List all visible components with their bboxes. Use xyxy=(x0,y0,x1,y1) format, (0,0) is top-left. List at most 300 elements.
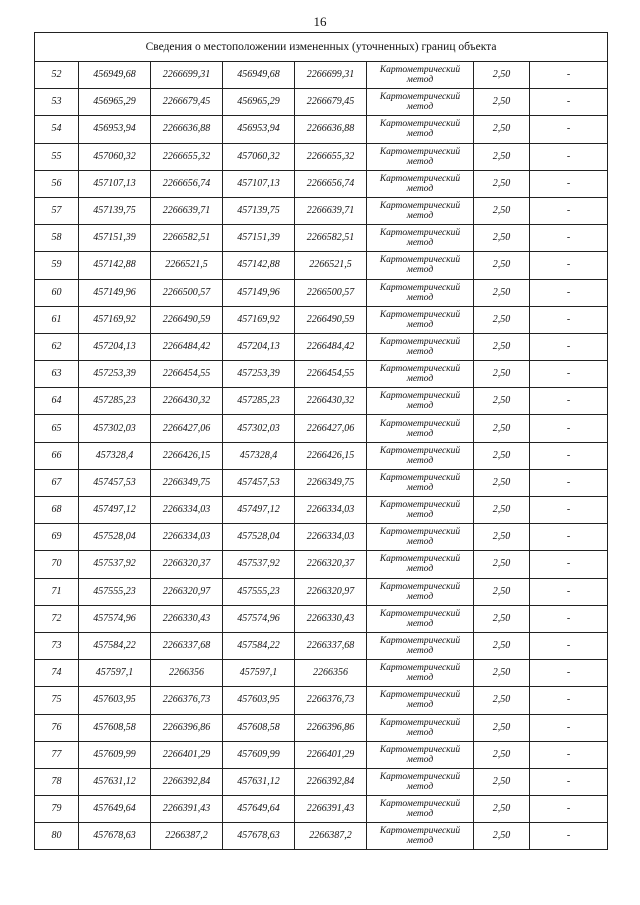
table-title: Сведения о местоположении измененных (уточненных) границ объекта xyxy=(35,33,608,62)
y-existing-cell: 2266349,75 xyxy=(151,469,223,496)
y-specified-cell: 2266356 xyxy=(295,660,367,687)
method-text: Картометрический xyxy=(379,201,461,212)
description-cell: - xyxy=(530,415,608,442)
x-specified-cell: 457149,96 xyxy=(223,279,295,306)
table-row xyxy=(35,170,608,197)
description-cell: - xyxy=(530,741,608,768)
y-existing-cell: 2266396,86 xyxy=(151,714,223,741)
method-text: Картометрический xyxy=(379,65,461,76)
method-text: Картометрический xyxy=(379,472,461,483)
method-cell xyxy=(367,524,474,551)
description-cell: - xyxy=(530,497,608,524)
accuracy-cell: 2,50 xyxy=(474,252,530,279)
x-existing-cell: 457142,88 xyxy=(79,252,151,279)
x-specified-cell: 457169,92 xyxy=(223,306,295,333)
table-row xyxy=(35,687,608,714)
accuracy-cell: 2,50 xyxy=(474,714,530,741)
x-existing-cell: 456953,94 xyxy=(79,116,151,143)
description-cell: - xyxy=(530,279,608,306)
method-text: Картометрический xyxy=(379,418,461,429)
accuracy-cell: 2,50 xyxy=(474,279,530,306)
y-existing-cell: 2266391,43 xyxy=(151,796,223,823)
method-text: Картометрический xyxy=(379,663,461,674)
accuracy-cell: 2,50 xyxy=(474,796,530,823)
x-specified-cell: 456949,68 xyxy=(223,62,295,89)
point-number-cell: 75 xyxy=(35,687,79,714)
y-existing-cell: 2266427,06 xyxy=(151,415,223,442)
x-existing-cell: 457285,23 xyxy=(79,388,151,415)
x-specified-cell: 457574,96 xyxy=(223,605,295,632)
description-cell: - xyxy=(530,388,608,415)
method-cell xyxy=(367,497,474,524)
accuracy-cell: 2,50 xyxy=(474,62,530,89)
method-cell xyxy=(367,469,474,496)
accuracy-cell: 2,50 xyxy=(474,768,530,795)
accuracy-cell: 2,50 xyxy=(474,361,530,388)
y-specified-cell: 2266427,06 xyxy=(295,415,367,442)
method-text: метод xyxy=(406,428,434,439)
y-specified-cell: 2266330,43 xyxy=(295,605,367,632)
description-cell: - xyxy=(530,551,608,578)
description-cell: - xyxy=(530,143,608,170)
table-row xyxy=(35,660,608,687)
method-cell xyxy=(367,225,474,252)
point-number-cell: 56 xyxy=(35,170,79,197)
x-existing-cell: 457555,23 xyxy=(79,578,151,605)
method-cell xyxy=(367,415,474,442)
y-existing-cell: 2266426,15 xyxy=(151,442,223,469)
method-text: метод xyxy=(406,129,434,140)
method-text: метод xyxy=(406,482,434,493)
x-specified-cell: 457555,23 xyxy=(223,578,295,605)
x-existing-cell: 457649,64 xyxy=(79,796,151,823)
description-cell: - xyxy=(530,442,608,469)
x-existing-cell: 457528,04 xyxy=(79,524,151,551)
x-existing-cell: 456949,68 xyxy=(79,62,151,89)
page-number: 16 xyxy=(313,14,327,29)
description-cell: - xyxy=(530,333,608,360)
description-cell: - xyxy=(530,89,608,116)
method-text: метод xyxy=(406,346,434,357)
x-specified-cell: 457328,4 xyxy=(223,442,295,469)
table-row xyxy=(35,415,608,442)
method-text: метод xyxy=(406,183,434,194)
x-specified-cell: 457139,75 xyxy=(223,197,295,224)
x-existing-cell: 457537,92 xyxy=(79,551,151,578)
method-text: метод xyxy=(406,564,434,575)
x-existing-cell: 456965,29 xyxy=(79,89,151,116)
method-text: Картометрический xyxy=(379,228,461,239)
method-text: метод xyxy=(406,537,434,548)
x-specified-cell: 457631,12 xyxy=(223,768,295,795)
x-specified-cell: 457609,99 xyxy=(223,741,295,768)
point-number-cell: 70 xyxy=(35,551,79,578)
table-row xyxy=(35,605,608,632)
x-existing-cell: 457060,32 xyxy=(79,143,151,170)
point-number-cell: 52 xyxy=(35,62,79,89)
description-cell: - xyxy=(530,252,608,279)
boundary-coordinates-table xyxy=(34,32,608,850)
method-text: Картометрический xyxy=(379,581,461,592)
y-specified-cell: 2266401,29 xyxy=(295,741,367,768)
description-cell: - xyxy=(530,197,608,224)
y-existing-cell: 2266320,97 xyxy=(151,578,223,605)
y-specified-cell: 2266334,03 xyxy=(295,524,367,551)
x-specified-cell: 457107,13 xyxy=(223,170,295,197)
y-existing-cell: 2266639,71 xyxy=(151,197,223,224)
method-text: метод xyxy=(406,781,434,792)
point-number-cell: 69 xyxy=(35,524,79,551)
table-row xyxy=(35,333,608,360)
accuracy-cell: 2,50 xyxy=(474,89,530,116)
x-existing-cell: 457584,22 xyxy=(79,632,151,659)
method-cell xyxy=(367,823,474,850)
accuracy-cell: 2,50 xyxy=(474,551,530,578)
y-specified-cell: 2266490,59 xyxy=(295,306,367,333)
point-number-cell: 61 xyxy=(35,306,79,333)
x-specified-cell: 456965,29 xyxy=(223,89,295,116)
y-specified-cell: 2266349,75 xyxy=(295,469,367,496)
accuracy-cell: 2,50 xyxy=(474,741,530,768)
point-number-cell: 77 xyxy=(35,741,79,768)
accuracy-cell: 2,50 xyxy=(474,578,530,605)
accuracy-cell: 2,50 xyxy=(474,143,530,170)
y-existing-cell: 2266679,45 xyxy=(151,89,223,116)
method-text: метод xyxy=(406,319,434,330)
description-cell: - xyxy=(530,714,608,741)
point-number-cell: 72 xyxy=(35,605,79,632)
table-row xyxy=(35,197,608,224)
method-text: метод xyxy=(406,292,434,303)
y-specified-cell: 2266337,68 xyxy=(295,632,367,659)
table-row xyxy=(35,741,608,768)
method-text: Картометрический xyxy=(379,255,461,266)
point-number-cell: 79 xyxy=(35,796,79,823)
method-text: Картометрический xyxy=(379,799,461,810)
point-number-cell: 74 xyxy=(35,660,79,687)
x-specified-cell: 457060,32 xyxy=(223,143,295,170)
x-existing-cell: 457497,12 xyxy=(79,497,151,524)
x-specified-cell: 457302,03 xyxy=(223,415,295,442)
method-cell xyxy=(367,361,474,388)
accuracy-cell: 2,50 xyxy=(474,632,530,659)
y-specified-cell: 2266636,88 xyxy=(295,116,367,143)
method-cell xyxy=(367,143,474,170)
x-existing-cell: 457204,13 xyxy=(79,333,151,360)
point-number-cell: 65 xyxy=(35,415,79,442)
table-row xyxy=(35,306,608,333)
description-cell: - xyxy=(530,660,608,687)
y-existing-cell: 2266401,29 xyxy=(151,741,223,768)
method-cell xyxy=(367,632,474,659)
y-existing-cell: 2266656,74 xyxy=(151,170,223,197)
y-specified-cell: 2266454,55 xyxy=(295,361,367,388)
method-text: метод xyxy=(406,591,434,602)
point-number-cell: 64 xyxy=(35,388,79,415)
accuracy-cell: 2,50 xyxy=(474,225,530,252)
x-specified-cell: 457204,13 xyxy=(223,333,295,360)
method-text: Картометрический xyxy=(379,119,461,130)
method-text: Картометрический xyxy=(379,527,461,538)
point-number-cell: 59 xyxy=(35,252,79,279)
x-existing-cell: 457597,1 xyxy=(79,660,151,687)
accuracy-cell: 2,50 xyxy=(474,197,530,224)
y-existing-cell: 2266699,31 xyxy=(151,62,223,89)
method-cell xyxy=(367,768,474,795)
point-number-cell: 73 xyxy=(35,632,79,659)
description-cell: - xyxy=(530,687,608,714)
y-specified-cell: 2266430,32 xyxy=(295,388,367,415)
description-cell: - xyxy=(530,361,608,388)
x-existing-cell: 457139,75 xyxy=(79,197,151,224)
x-existing-cell: 457151,39 xyxy=(79,225,151,252)
accuracy-cell: 2,50 xyxy=(474,687,530,714)
accuracy-cell: 2,50 xyxy=(474,605,530,632)
y-specified-cell: 2266484,42 xyxy=(295,333,367,360)
method-cell xyxy=(367,279,474,306)
x-existing-cell: 457678,63 xyxy=(79,823,151,850)
table-row xyxy=(35,578,608,605)
y-specified-cell: 2266639,71 xyxy=(295,197,367,224)
x-existing-cell: 457107,13 xyxy=(79,170,151,197)
x-specified-cell: 457142,88 xyxy=(223,252,295,279)
y-specified-cell: 2266387,2 xyxy=(295,823,367,850)
y-specified-cell: 2266391,43 xyxy=(295,796,367,823)
method-text: Картометрический xyxy=(379,364,461,375)
table-row xyxy=(35,632,608,659)
method-text: метод xyxy=(406,673,434,684)
method-cell xyxy=(367,660,474,687)
x-specified-cell: 457597,1 xyxy=(223,660,295,687)
method-text: Картометрический xyxy=(379,636,461,647)
y-existing-cell: 2266454,55 xyxy=(151,361,223,388)
description-cell: - xyxy=(530,632,608,659)
description-cell: - xyxy=(530,170,608,197)
point-number-cell: 66 xyxy=(35,442,79,469)
point-number-cell: 60 xyxy=(35,279,79,306)
x-existing-cell: 457457,53 xyxy=(79,469,151,496)
x-specified-cell: 457608,58 xyxy=(223,714,295,741)
method-text: метод xyxy=(406,754,434,765)
point-number-cell: 63 xyxy=(35,361,79,388)
x-specified-cell: 457537,92 xyxy=(223,551,295,578)
x-existing-cell: 457574,96 xyxy=(79,605,151,632)
x-specified-cell: 457497,12 xyxy=(223,497,295,524)
method-text: метод xyxy=(406,836,434,847)
y-existing-cell: 2266334,03 xyxy=(151,524,223,551)
table-row xyxy=(35,714,608,741)
method-text: Картометрический xyxy=(379,717,461,728)
method-text: метод xyxy=(406,510,434,521)
method-text: метод xyxy=(406,455,434,466)
y-existing-cell: 2266392,84 xyxy=(151,768,223,795)
table-row xyxy=(35,497,608,524)
method-cell xyxy=(367,442,474,469)
x-specified-cell: 456953,94 xyxy=(223,116,295,143)
y-existing-cell: 2266387,2 xyxy=(151,823,223,850)
method-text: метод xyxy=(406,727,434,738)
method-text: Картометрический xyxy=(379,744,461,755)
point-number-cell: 55 xyxy=(35,143,79,170)
description-cell: - xyxy=(530,469,608,496)
x-specified-cell: 457584,22 xyxy=(223,632,295,659)
method-text: Картометрический xyxy=(379,500,461,511)
method-cell xyxy=(367,306,474,333)
method-text: метод xyxy=(406,156,434,167)
method-text: Картометрический xyxy=(379,690,461,701)
method-cell xyxy=(367,388,474,415)
method-cell xyxy=(367,796,474,823)
table-row xyxy=(35,823,608,850)
x-existing-cell: 457169,92 xyxy=(79,306,151,333)
method-cell xyxy=(367,116,474,143)
y-existing-cell: 2266330,43 xyxy=(151,605,223,632)
point-number-cell: 68 xyxy=(35,497,79,524)
x-specified-cell: 457528,04 xyxy=(223,524,295,551)
method-text: Картометрический xyxy=(379,282,461,293)
description-cell: - xyxy=(530,605,608,632)
point-number-cell: 80 xyxy=(35,823,79,850)
table-title-row xyxy=(35,33,608,62)
method-text: Картометрический xyxy=(379,92,461,103)
method-cell xyxy=(367,333,474,360)
accuracy-cell: 2,50 xyxy=(474,469,530,496)
y-specified-cell: 2266320,97 xyxy=(295,578,367,605)
y-existing-cell: 2266521,5 xyxy=(151,252,223,279)
y-specified-cell: 2266656,74 xyxy=(295,170,367,197)
method-text: Картометрический xyxy=(379,173,461,184)
y-specified-cell: 2266376,73 xyxy=(295,687,367,714)
method-cell xyxy=(367,551,474,578)
x-specified-cell: 457285,23 xyxy=(223,388,295,415)
x-specified-cell: 457253,39 xyxy=(223,361,295,388)
y-specified-cell: 2266521,5 xyxy=(295,252,367,279)
method-text: метод xyxy=(406,401,434,412)
method-cell xyxy=(367,741,474,768)
x-existing-cell: 457302,03 xyxy=(79,415,151,442)
y-existing-cell: 2266636,88 xyxy=(151,116,223,143)
method-text: метод xyxy=(406,618,434,629)
method-text: метод xyxy=(406,75,434,86)
method-text: метод xyxy=(406,374,434,385)
table-row xyxy=(35,89,608,116)
method-text: Картометрический xyxy=(379,554,461,565)
description-cell: - xyxy=(530,306,608,333)
method-text: Картометрический xyxy=(379,826,461,837)
table-row xyxy=(35,279,608,306)
description-cell: - xyxy=(530,524,608,551)
point-number-cell: 67 xyxy=(35,469,79,496)
method-text: Картометрический xyxy=(379,391,461,402)
method-text: Картометрический xyxy=(379,445,461,456)
accuracy-cell: 2,50 xyxy=(474,415,530,442)
x-specified-cell: 457603,95 xyxy=(223,687,295,714)
y-existing-cell: 2266582,51 xyxy=(151,225,223,252)
method-cell xyxy=(367,252,474,279)
y-specified-cell: 2266582,51 xyxy=(295,225,367,252)
accuracy-cell: 2,50 xyxy=(474,306,530,333)
x-specified-cell: 457457,53 xyxy=(223,469,295,496)
y-specified-cell: 2266426,15 xyxy=(295,442,367,469)
x-existing-cell: 457631,12 xyxy=(79,768,151,795)
method-text: метод xyxy=(406,646,434,657)
description-cell: - xyxy=(530,823,608,850)
y-specified-cell: 2266655,32 xyxy=(295,143,367,170)
method-text: Картометрический xyxy=(379,146,461,157)
x-existing-cell: 457328,4 xyxy=(79,442,151,469)
y-specified-cell: 2266334,03 xyxy=(295,497,367,524)
point-number-cell: 78 xyxy=(35,768,79,795)
y-existing-cell: 2266490,59 xyxy=(151,306,223,333)
method-text: метод xyxy=(406,700,434,711)
x-existing-cell: 457608,58 xyxy=(79,714,151,741)
accuracy-cell: 2,50 xyxy=(474,170,530,197)
method-text: метод xyxy=(406,809,434,820)
method-text: Картометрический xyxy=(379,771,461,782)
table-row xyxy=(35,361,608,388)
description-cell: - xyxy=(530,796,608,823)
table-row xyxy=(35,143,608,170)
description-cell: - xyxy=(530,225,608,252)
description-cell: - xyxy=(530,768,608,795)
accuracy-cell: 2,50 xyxy=(474,333,530,360)
point-number-cell: 58 xyxy=(35,225,79,252)
y-existing-cell: 2266320,37 xyxy=(151,551,223,578)
accuracy-cell: 2,50 xyxy=(474,442,530,469)
table-row xyxy=(35,225,608,252)
method-cell xyxy=(367,89,474,116)
method-text: метод xyxy=(406,102,434,113)
method-cell xyxy=(367,170,474,197)
y-existing-cell: 2266334,03 xyxy=(151,497,223,524)
table-row xyxy=(35,388,608,415)
x-existing-cell: 457609,99 xyxy=(79,741,151,768)
accuracy-cell: 2,50 xyxy=(474,388,530,415)
y-existing-cell: 2266337,68 xyxy=(151,632,223,659)
method-text: метод xyxy=(406,238,434,249)
point-number-cell: 62 xyxy=(35,333,79,360)
point-number-cell: 76 xyxy=(35,714,79,741)
method-cell xyxy=(367,62,474,89)
table-row xyxy=(35,551,608,578)
table-row xyxy=(35,768,608,795)
x-specified-cell: 457151,39 xyxy=(223,225,295,252)
method-cell xyxy=(367,578,474,605)
table-row xyxy=(35,442,608,469)
description-cell: - xyxy=(530,116,608,143)
accuracy-cell: 2,50 xyxy=(474,823,530,850)
table-row xyxy=(35,116,608,143)
description-cell: - xyxy=(530,578,608,605)
y-specified-cell: 2266500,57 xyxy=(295,279,367,306)
method-text: метод xyxy=(406,211,434,222)
y-specified-cell: 2266392,84 xyxy=(295,768,367,795)
table-row xyxy=(35,469,608,496)
y-specified-cell: 2266679,45 xyxy=(295,89,367,116)
accuracy-cell: 2,50 xyxy=(474,660,530,687)
table-row xyxy=(35,796,608,823)
x-existing-cell: 457253,39 xyxy=(79,361,151,388)
method-text: метод xyxy=(406,265,434,276)
method-text: Картометрический xyxy=(379,309,461,320)
accuracy-cell: 2,50 xyxy=(474,497,530,524)
point-number-cell: 54 xyxy=(35,116,79,143)
x-specified-cell: 457649,64 xyxy=(223,796,295,823)
y-existing-cell: 2266484,42 xyxy=(151,333,223,360)
y-existing-cell: 2266430,32 xyxy=(151,388,223,415)
y-specified-cell: 2266320,37 xyxy=(295,551,367,578)
x-existing-cell: 457603,95 xyxy=(79,687,151,714)
